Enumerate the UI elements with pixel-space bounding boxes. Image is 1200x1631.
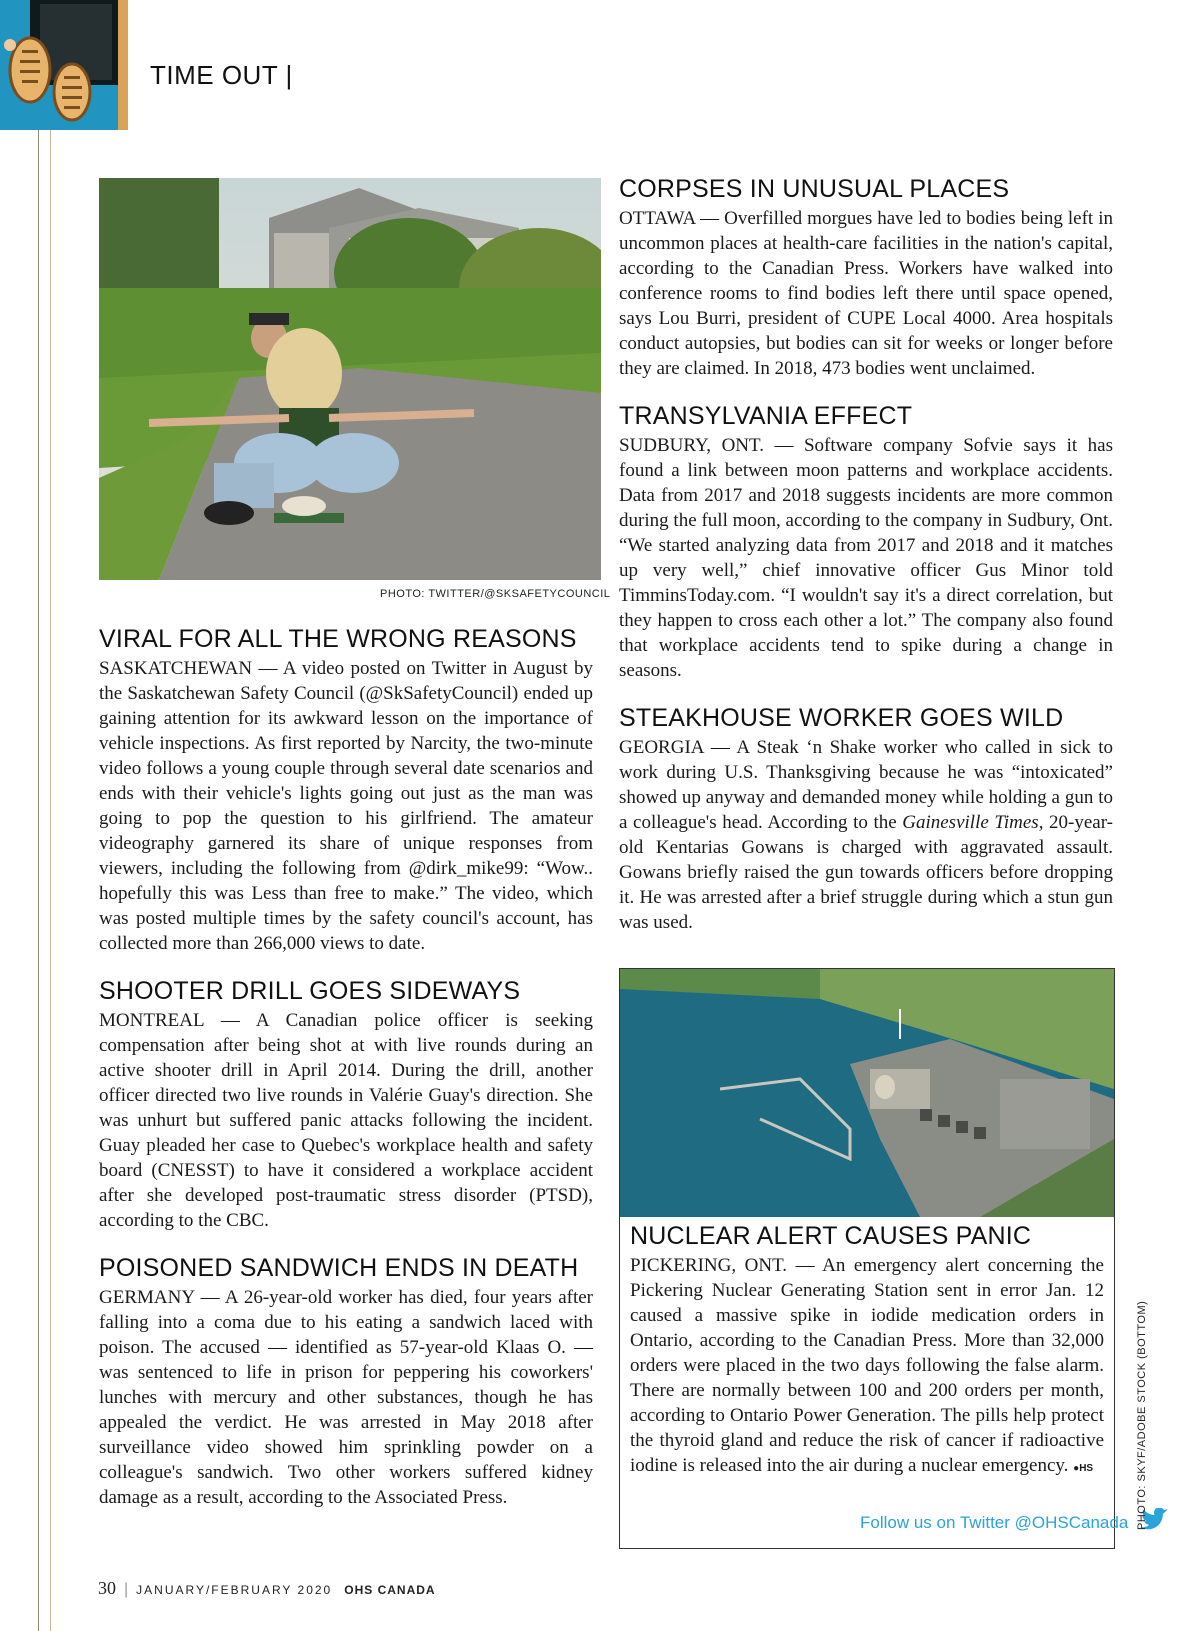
story-transylvania-title: TRANSYLVANIA EFFECT (619, 402, 913, 430)
footer-separator: | (124, 1581, 129, 1598)
story-shooter-body: MONTREAL — A Canadian police officer is seeking compensation after being shot at with live rounds during an active shooter drill in April 2014. During the drill, another officer directed two live rounds in Valérie Guay's direction. She was unhurt but suffered panic attacks following the incident. Guay pleaded her case to Quebec's workplace health and safety board (CNESST) to have it considered a workplace accident after she developed post-traumatic stress disorder (PTSD), according to the CBC. (99, 1010, 593, 1231)
nuclear-story-text (630, 1221, 1104, 1481)
section-title: TIME OUT | (150, 60, 293, 90)
twitter-follow-text[interactable]: Follow us on Twitter @OHSCanada (860, 1512, 1129, 1532)
steakhouse-body-part1: GEORGIA — A Steak ‘n Shake worker who called in sick to work during U.S. Thanksgiving because he was “intoxicated” showed up anyway and demanded money while holding a gun to a colleague's head. According to the (619, 737, 1113, 833)
story-corpses-title: CORPSES IN UNUSUAL PLACES (619, 175, 1010, 203)
magazine-name: OHS CANADA (344, 1583, 436, 1597)
story-viral-body: SASKATCHEWAN — A video posted on Twitter in August by the Saskatchewan Safety Council (@SkSafetyCouncil) ended up gaining attention for its awkward lesson on the importance of vehicle inspections. As first reported by Narcity, the two-minute video follows a young couple through several date scenarios and ends with their vehicle's lights going out just as the man was going to pop the question to his girlfriend. The amateur videography garnered its share of unique responses from viewers, including the following from @dirk_mike99: “Wow.. hopefully this was Less than free to make.” The video, which was posted multiple times by the safety council's account, has collected more than 266,000 views to date. (99, 658, 593, 954)
story-steakhouse (619, 703, 1113, 935)
story-viral-title: VIRAL FOR ALL THE WRONG REASONS (99, 625, 577, 653)
right-column (619, 174, 1113, 955)
top-photo-credit: PHOTO: TWITTER/@SKSAFETYCOUNCIL (380, 588, 611, 600)
margin-rule-secondary (50, 120, 51, 1631)
nuclear-story-title: NUCLEAR ALERT CAUSES PANIC (630, 1222, 1032, 1250)
story-steakhouse-body (619, 735, 1113, 935)
story-poisoned-sandwich (99, 1253, 593, 1510)
story-sandwich-title: POISONED SANDWICH ENDS IN DEATH (99, 1254, 579, 1282)
story-corpses (619, 174, 1113, 381)
left-column (99, 624, 593, 1530)
story-transylvania-body: SUDBURY, ONT. — Software company Sofvie says it has found a link between moon patterns and workplace accidents. Data from 2017 and 2018 suggests incidents are more common during the full moon, according to the company in Sudbury, Ont. “We started analyzing data from 2017 and 2018 and it matches up very well,” chief innovative officer Gus Minor told TimminsToday.com. “I wouldn't say it's a direct correlation, but they happen to cross each other a lot.” The company also found that workplace accidents tend to spike during a change in seasons. (619, 435, 1113, 681)
story-steakhouse-title: STEAKHOUSE WORKER GOES WILD (619, 704, 1064, 732)
nuclear-body-text: PICKERING, ONT. — An emergency alert concerning the Pickering Nuclear Generating Station sent in error Jan. 12 caused a massive spike in iodide medication orders in Ontario, according to the Canadian Press. More than 32,000 orders were placed in the two days following the false alarm. There are normally between 100 and 200 orders per month, according to Ontario Power Generation. The pills help protect the thyroid gland and reduce the risk of cancer if radioactive iodine is released into the air during a nuclear emergency. (630, 1255, 1104, 1476)
steakhouse-body-part2: , 20-year-old Kentarias Gowans is charged with aggravated assault. Gowans briefly raised the gun towards officers before dropping it. He was arrested after a brief struggle during which a stun gun was used. (619, 812, 1113, 933)
story-shooter-drill (99, 976, 593, 1233)
steakhouse-publication: Gainesville Times (902, 812, 1039, 833)
issue-date: JANUARY/FEBRUARY 2020 (136, 1583, 333, 1597)
nuclear-story-body (630, 1253, 1104, 1481)
story-transylvania (619, 401, 1113, 683)
story-shooter-title: SHOOTER DRILL GOES SIDEWAYS (99, 977, 521, 1005)
skateboard-couple-photo (99, 178, 601, 580)
page-number: 30 (98, 1578, 116, 1598)
side-photo-credit: PHOTO: SKYF/ADOBE STOCK (BOTTOM) (1136, 1300, 1148, 1530)
twitter-follow-link[interactable] (860, 1508, 1169, 1539)
story-sandwich-body: GERMANY — A 26-year-old worker has died, four years after falling into a coma due to his eating a sandwich laced with poison. The accused — identified as 57-year-old Klaas O. — was sentenced to life in prison for peppering his coworkers' lunches with mercury and other substances, though he has appealed the verdict. He was arrested in May 2018 after surveillance video showed him sprinkling powder on a colleague's sandwich. Two other workers suffered kidney damage as a result, according to the Associated Press. (99, 1287, 593, 1508)
nuclear-plant-photo (620, 969, 1114, 1217)
nuclear-story-box (619, 968, 1115, 1549)
section-icon-illustration (0, 0, 128, 130)
end-mark: ●HS (1073, 1463, 1094, 1474)
margin-rule (38, 120, 39, 1631)
story-viral (99, 624, 593, 956)
story-corpses-body: OTTAWA — Overfilled morgues have led to bodies being left in uncommon places at health-care facilities in the nation's capital, according to the Canadian Press. Workers have walked into conference rooms to find bodies left there until space opened, says Lou Burri, president of CUPE Local 4000. Area hospitals conduct autopsies, but bodies can sit for weeks or longer before they are claimed. In 2018, 473 bodies went unclaimed. (619, 208, 1113, 379)
page-footer (98, 1578, 436, 1599)
